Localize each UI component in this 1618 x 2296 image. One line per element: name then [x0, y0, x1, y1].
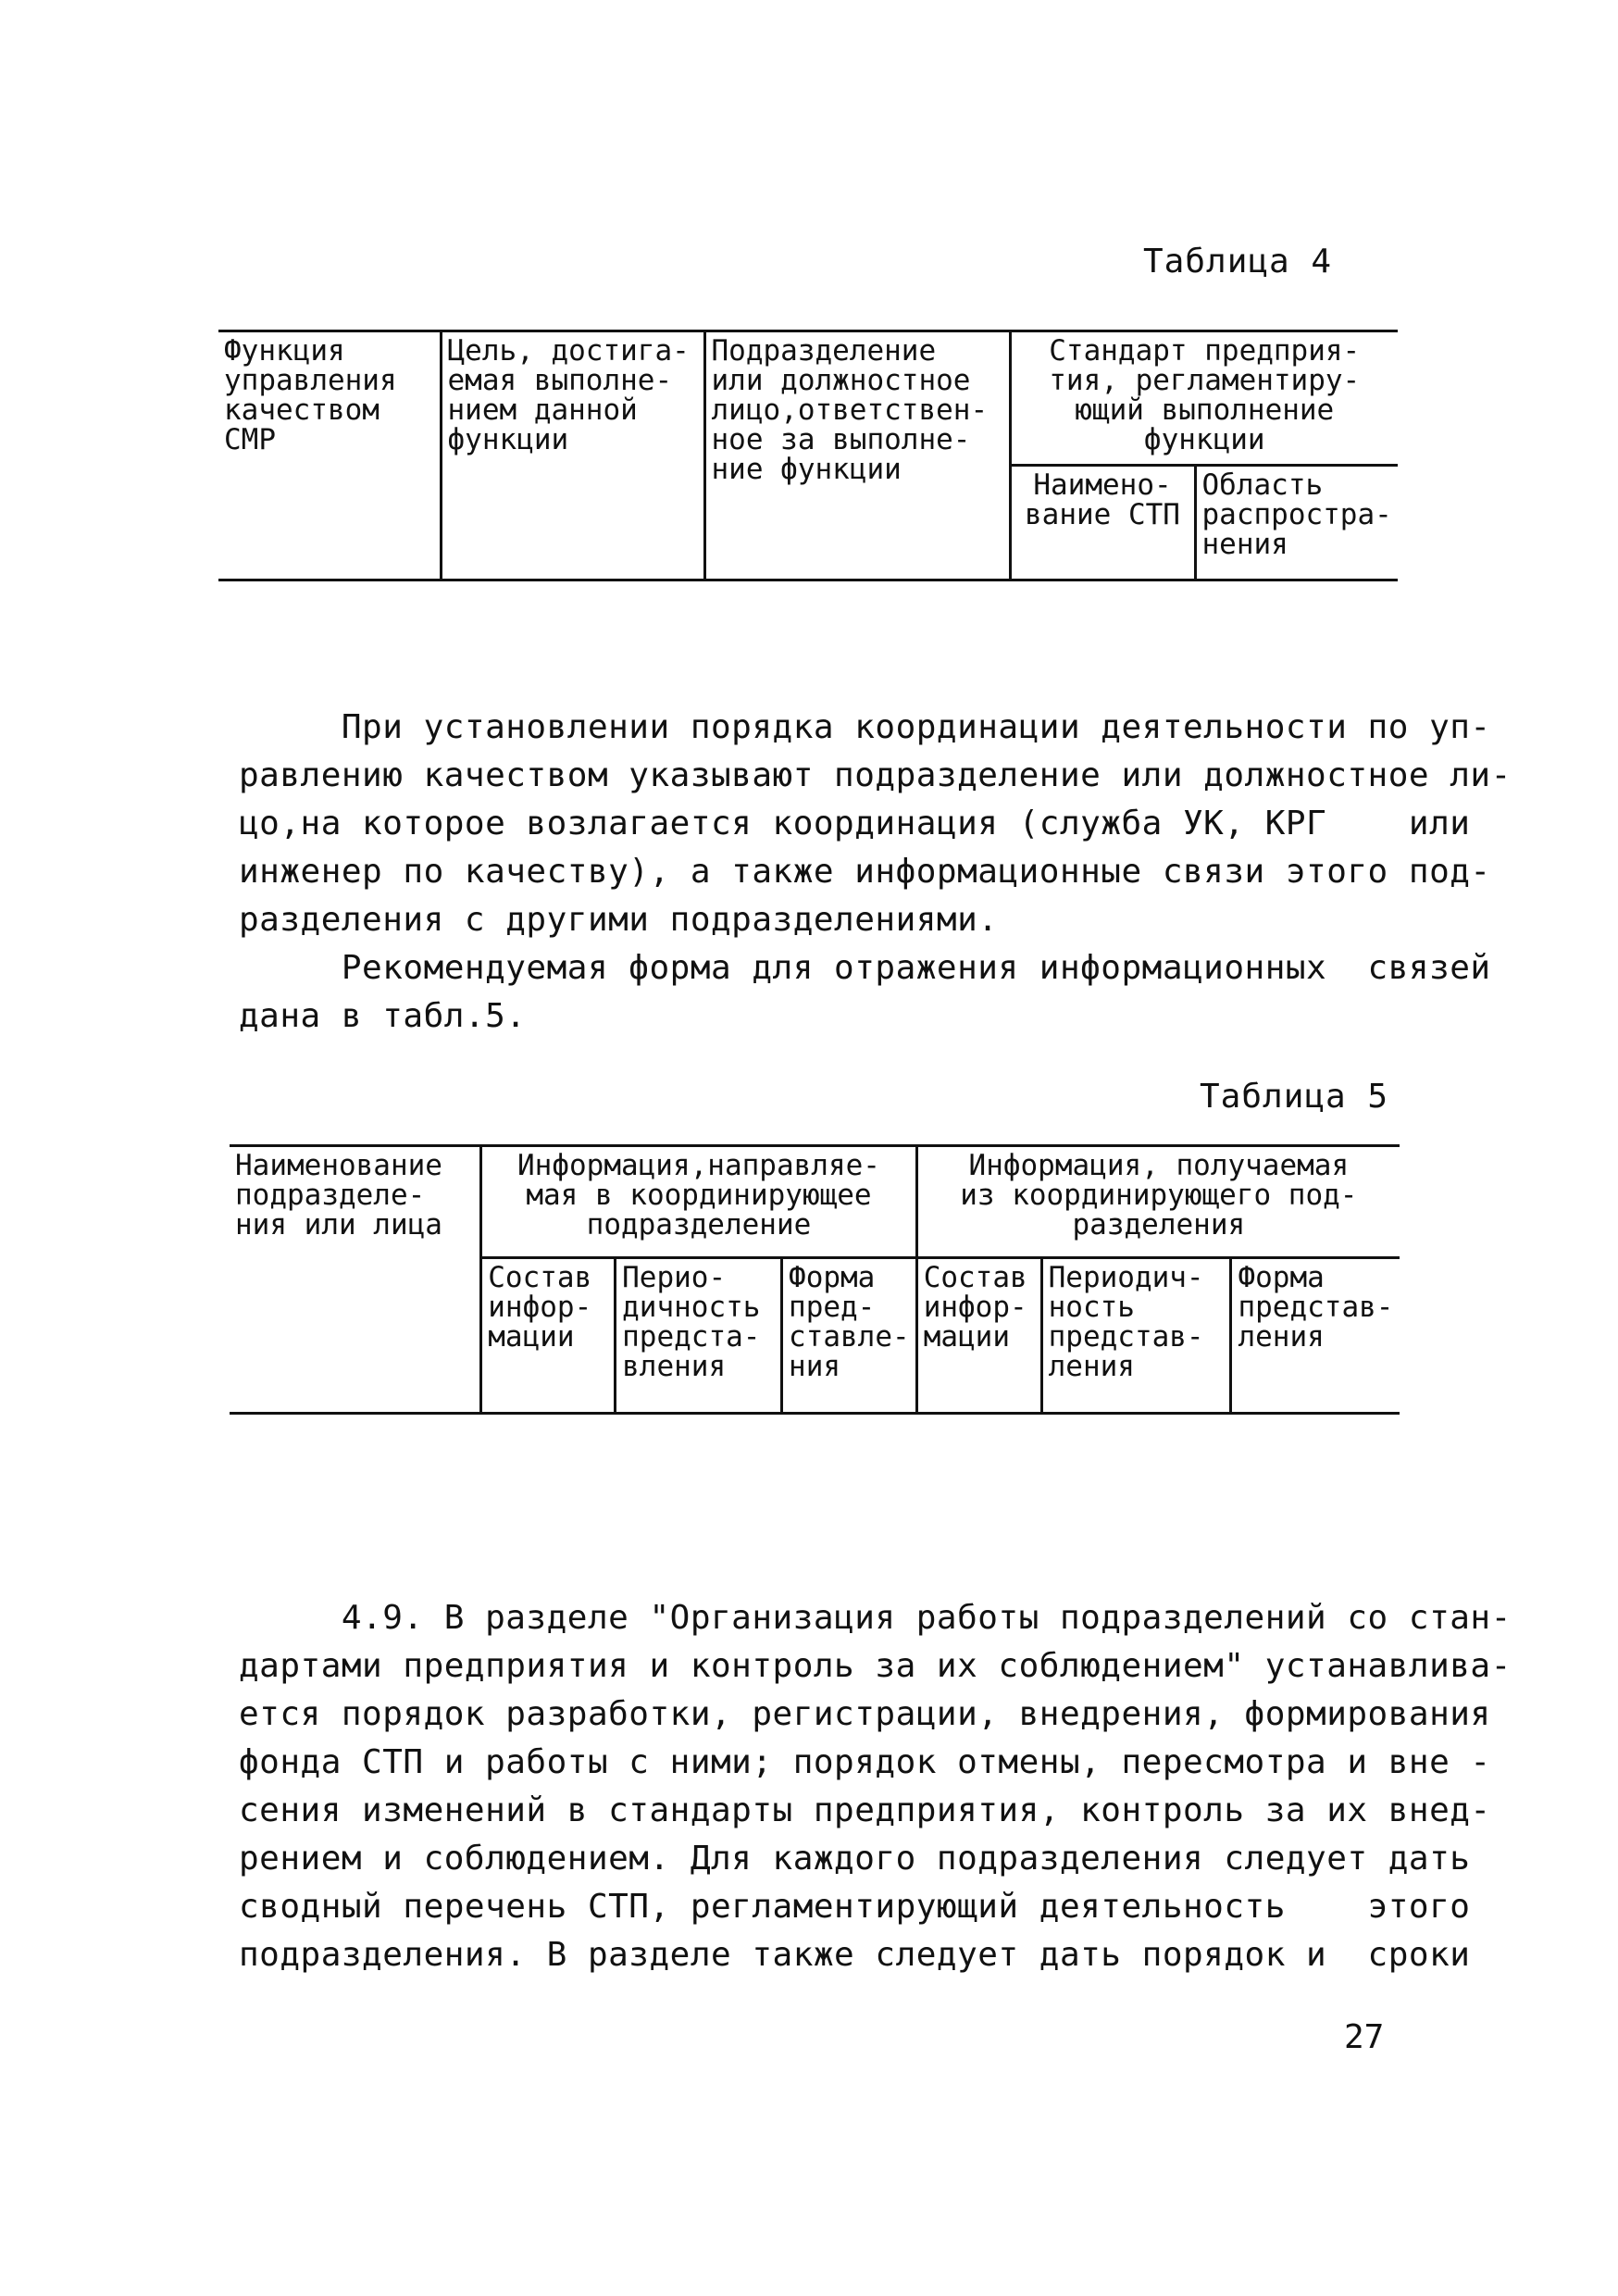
table5-header-incoming: Информация,направляе- мая в координирующее подразделение	[481, 1146, 916, 1258]
paragraph-coordination	[239, 704, 1512, 1041]
table5-header-out-periodicity: Периодич- ность представ- ления	[1041, 1258, 1231, 1414]
table4-header-goal: Цель, достига- емая выполне- нием данной функции	[441, 331, 704, 580]
text-line: подразделения. В разделе также следует дать порядок и сроки	[239, 1936, 1471, 1974]
table4	[218, 330, 1398, 581]
text-line: При установлении порядка координации деятельности по уп-	[239, 708, 1491, 746]
table4-header-responsible: Подразделение или должностное лицо,ответствен- ное за выполне- ние функции	[704, 331, 1010, 580]
text-line: сводный перечень СТП, регламентирующий деятельность этого	[239, 1888, 1471, 1926]
table4-header-function: Функция управления качеством СМР	[218, 331, 441, 580]
table5-header-out-form: Форма представ- ления	[1231, 1258, 1400, 1414]
table5-header-in-form: Форма пред- ставле- ния	[782, 1258, 917, 1414]
text-line: рением и соблюдением. Для каждого подразделения следует дать	[239, 1840, 1471, 1878]
table5-caption: Таблица 5	[1200, 1078, 1389, 1116]
text-line: сения изменений в стандарты предприятия, контроль за их внед-	[239, 1791, 1491, 1829]
text-line: равлению качеством указывают подразделение или должностное ли-	[239, 756, 1512, 794]
table5-header-outgoing: Информация, получаемая из координирующего под- разделения	[916, 1146, 1400, 1258]
table4-caption: Таблица 4	[1143, 243, 1333, 281]
text-line: инженер по качеству), а также информационные связи этого под-	[239, 853, 1491, 891]
paragraph-section-4-9	[239, 1594, 1512, 1979]
table5-header-in-periodicity: Перио- дичность предста- вления	[616, 1258, 782, 1414]
table5-header-out-composition: Состав инфор- мации	[916, 1258, 1041, 1414]
text-line: Рекомендуемая форма для отражения информационных связей	[239, 949, 1491, 987]
text-line: дартами предприятия и контроль за их соблюдением" устанавлива-	[239, 1647, 1512, 1685]
text-line: 4.9. В разделе "Организация работы подразделений со стан-	[239, 1599, 1512, 1637]
text-line: дана в табл.5.	[239, 997, 527, 1035]
table5-header-unit: Наименование подразделе- ния или лица	[230, 1146, 481, 1414]
text-line: цо,на которое возлагается координация (служба УК, КРГ или	[239, 805, 1471, 842]
text-line: ется порядок разработки, регистрации, внедрения, формирования	[239, 1695, 1491, 1733]
table4-header-standard: Стандарт предприя- тия, регламентиру- ющий выполнение функции	[1010, 331, 1398, 466]
text-line: разделения с другими подразделениями.	[239, 901, 999, 939]
text-line: фонда СТП и работы с ними; порядок отмены, пересмотра и вне -	[239, 1743, 1491, 1781]
table4-header-stp-name: Наимено- вание СТП	[1010, 466, 1195, 580]
page-number: 27	[1344, 2018, 1385, 2056]
table4-header-scope: Область распростра- нения	[1195, 466, 1398, 580]
table5-header-in-composition: Состав инфор- мации	[481, 1258, 616, 1414]
table5	[230, 1144, 1400, 1415]
